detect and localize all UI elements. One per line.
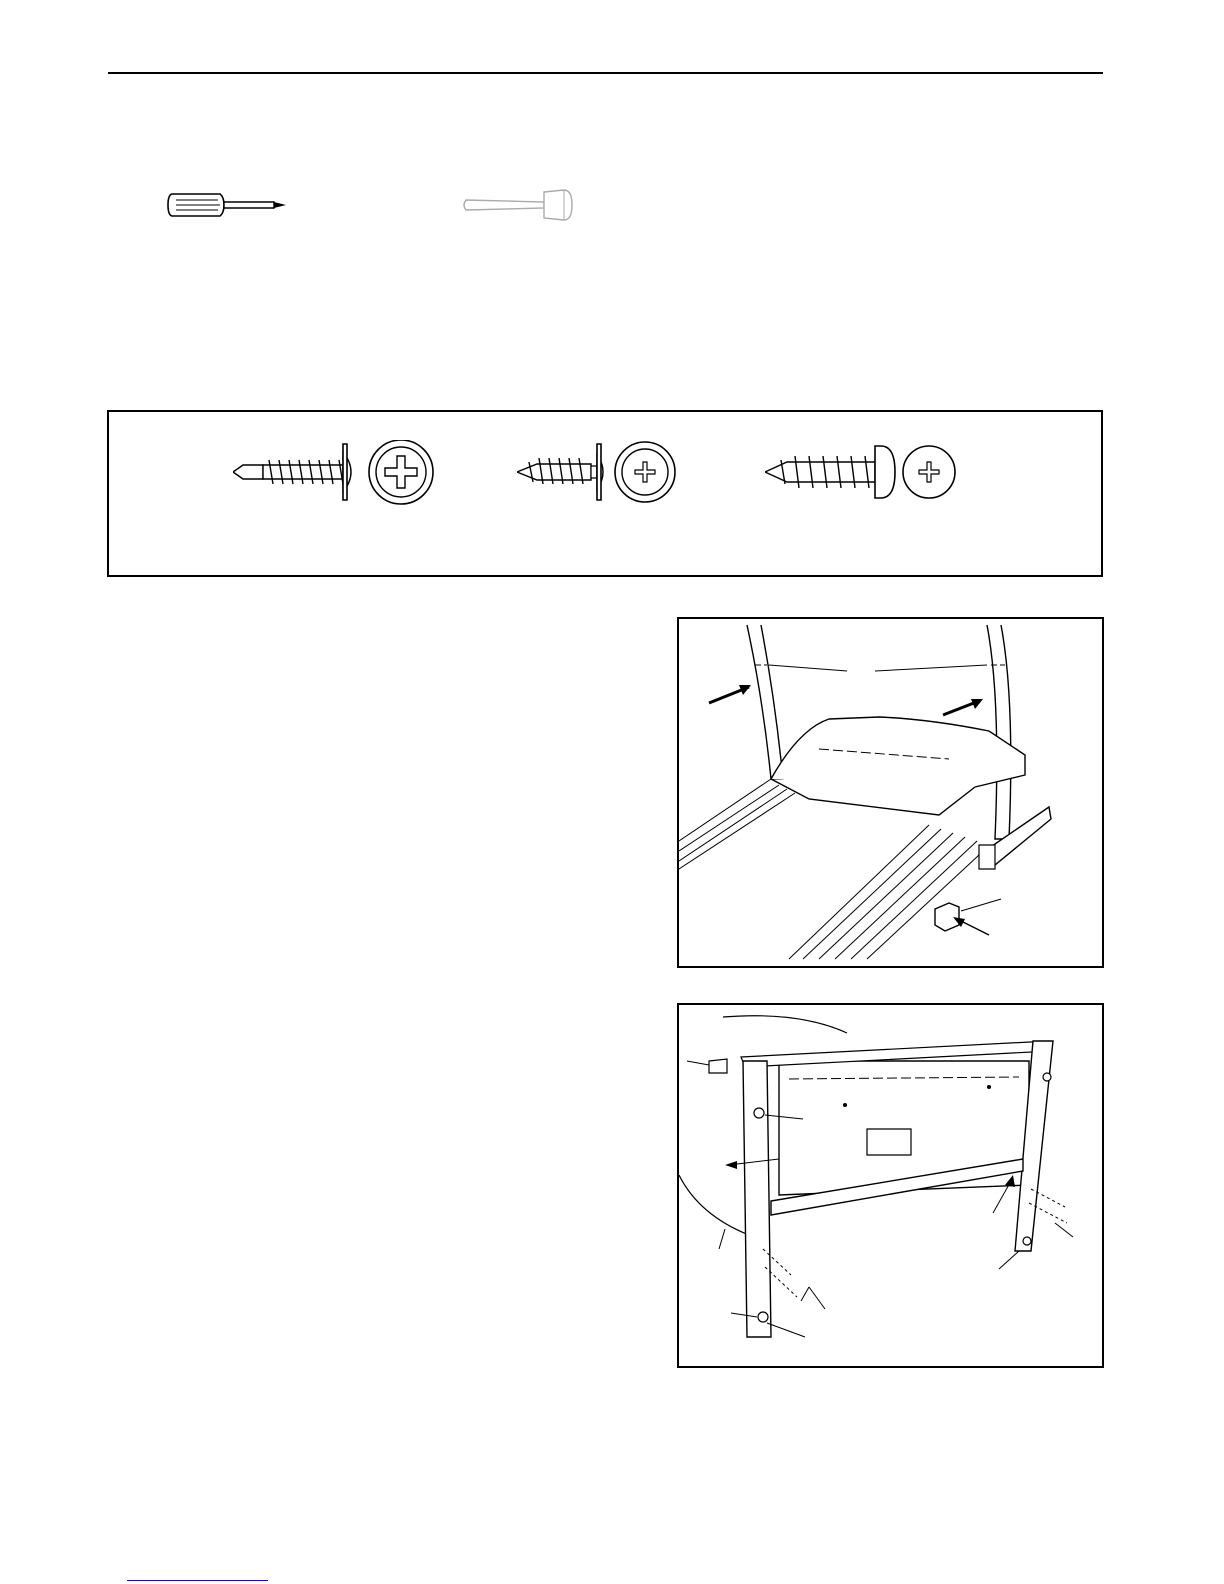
pan-head-screw-icon bbox=[765, 440, 965, 520]
mallet-icon bbox=[460, 180, 600, 240]
page-link-underline[interactable] bbox=[127, 1580, 268, 1581]
figure-2 bbox=[677, 1003, 1104, 1368]
top-rule bbox=[108, 72, 1103, 74]
self-tapping-screw-icon bbox=[233, 440, 443, 520]
figure-2-drawing bbox=[679, 1005, 1102, 1366]
tools-row bbox=[160, 180, 600, 240]
hardware-identification-box bbox=[107, 410, 1103, 577]
figure-1 bbox=[677, 617, 1104, 968]
figure-1-drawing bbox=[679, 619, 1102, 966]
wood-screw-with-washer-icon bbox=[517, 440, 687, 520]
